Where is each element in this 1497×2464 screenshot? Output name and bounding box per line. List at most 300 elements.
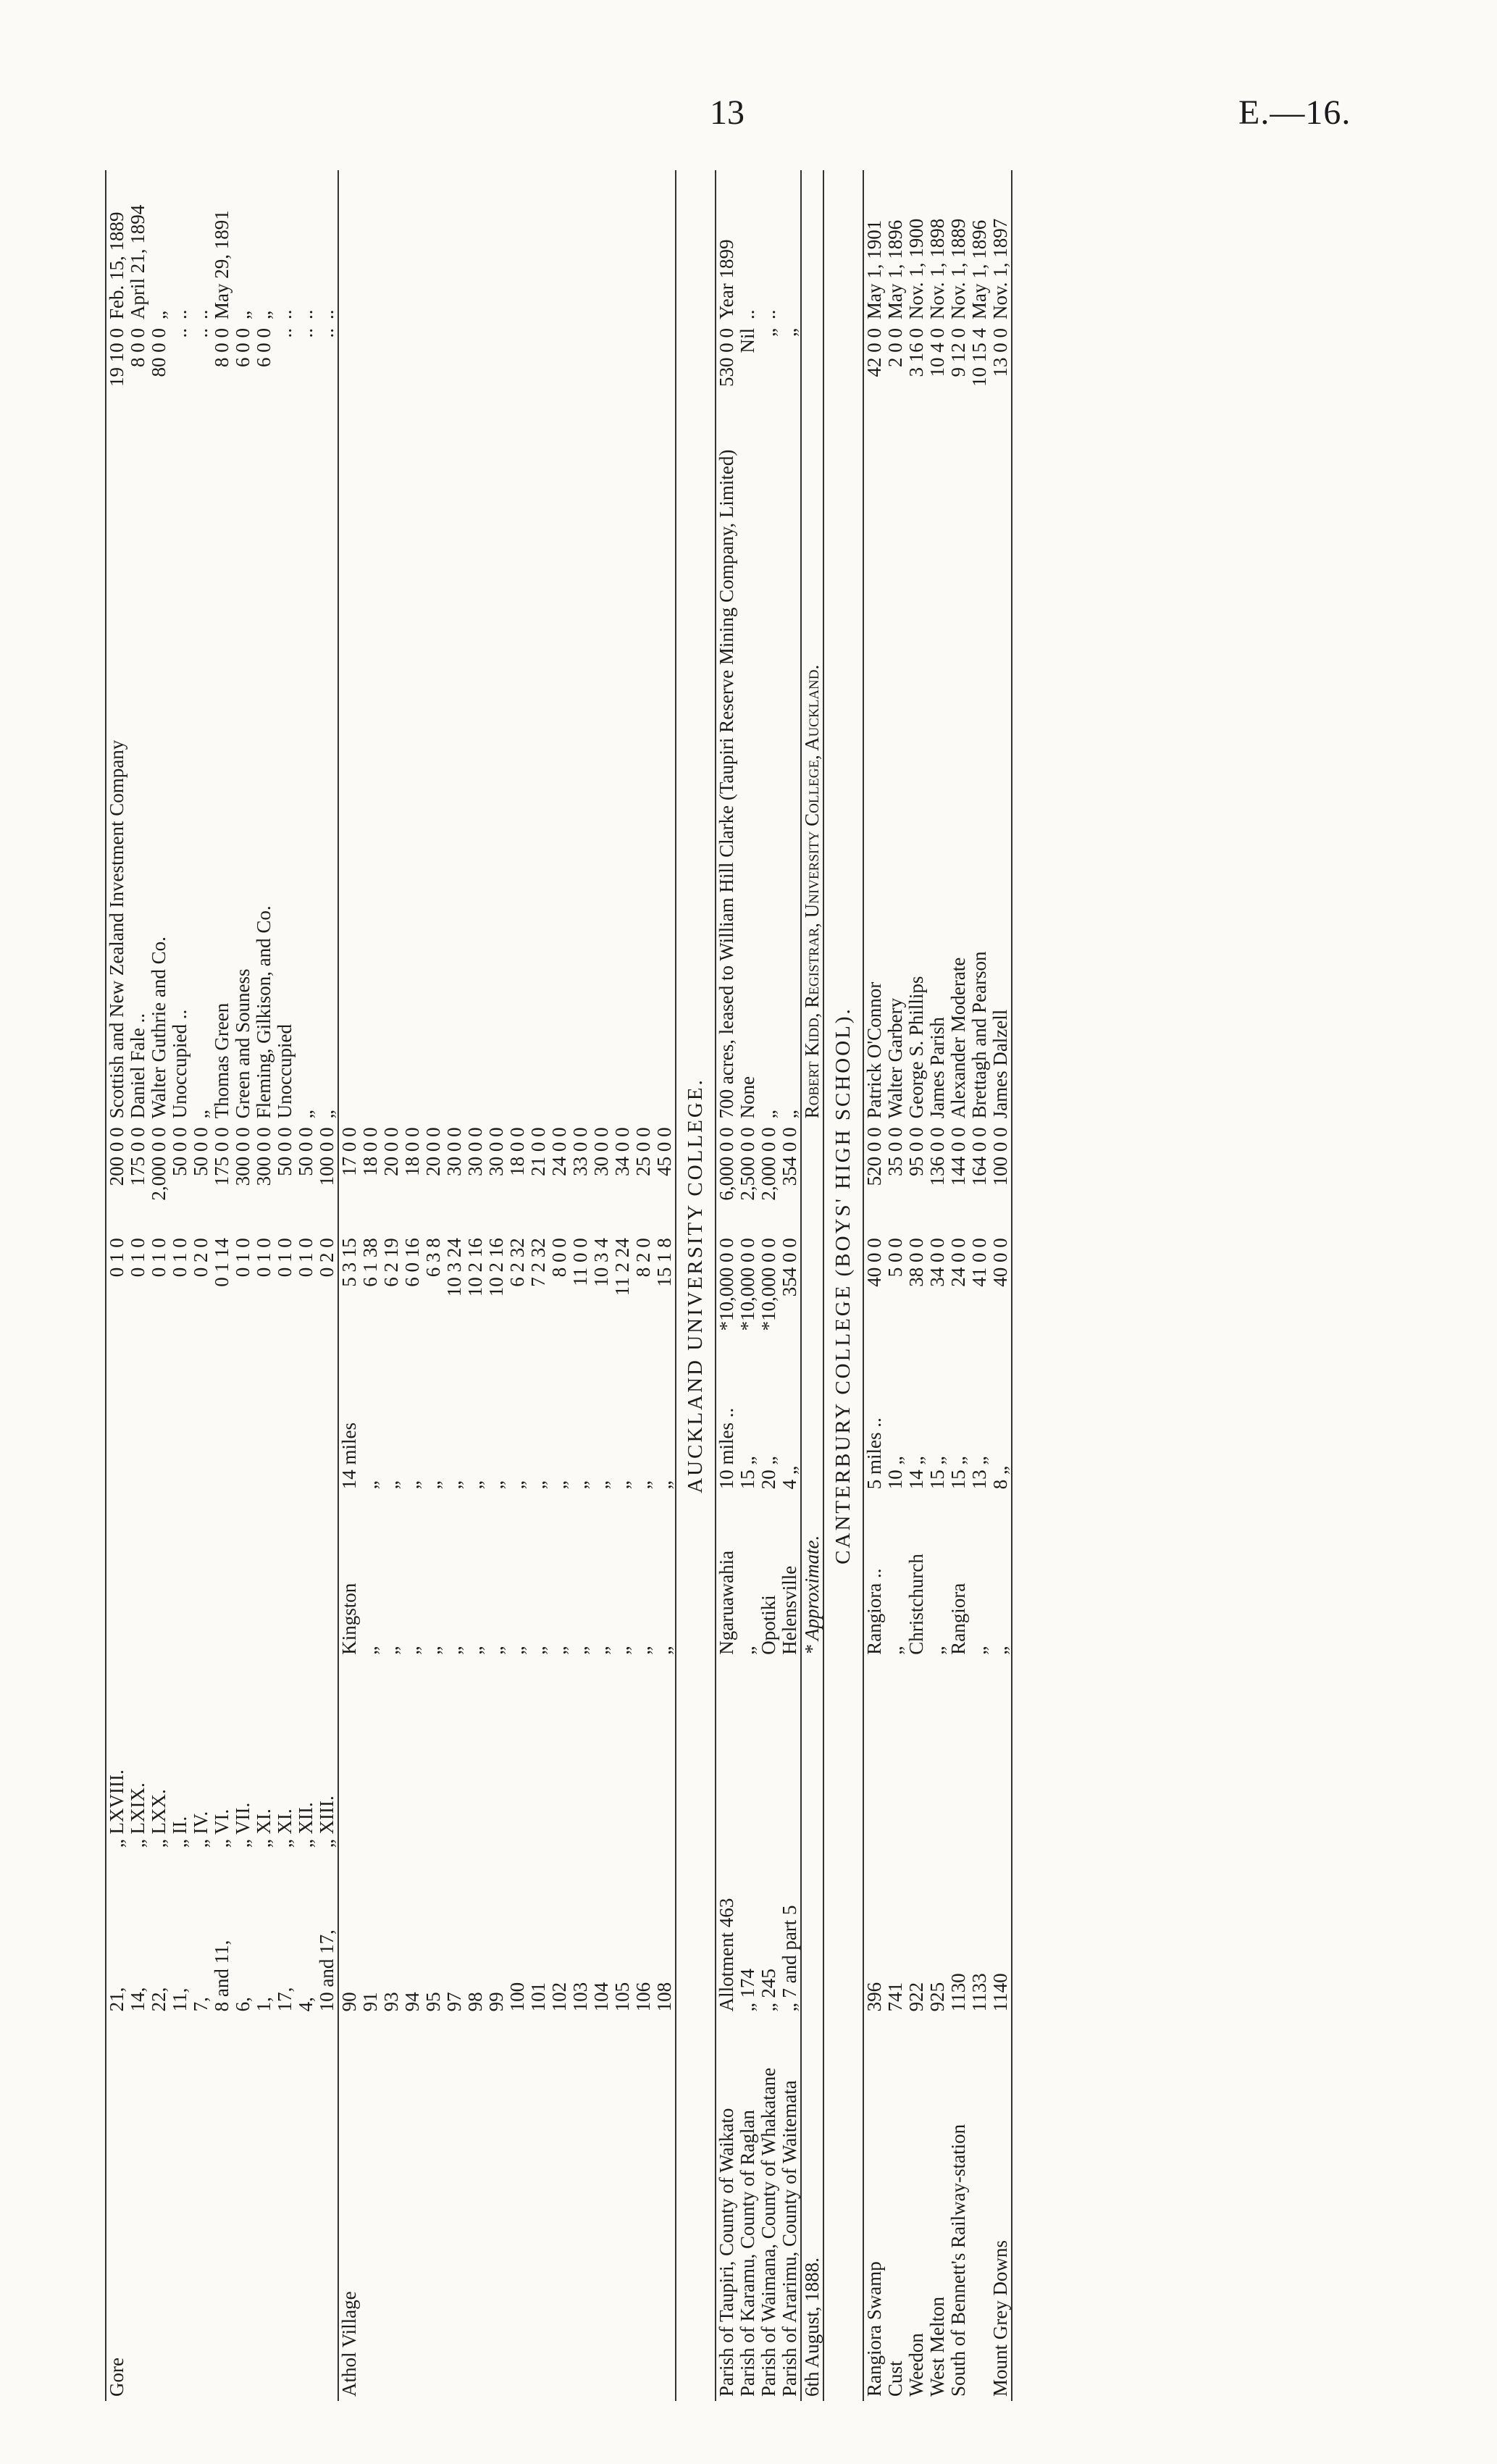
canterbury-section xyxy=(823,170,1012,2401)
cell-distance: „ xyxy=(548,1480,570,1490)
cell-town: Kingston xyxy=(338,1493,360,1659)
cell-parish: South of Bennett's Railway-station xyxy=(947,2124,969,2397)
cell-occupier: Thomas Green xyxy=(211,1002,232,1119)
cell-section: 6, xyxy=(232,1997,253,2012)
cell-parish xyxy=(549,2016,570,2401)
cell-area: 38 0 0 xyxy=(905,1238,927,1287)
cell-expiry: „ xyxy=(232,311,253,319)
cell-area: 0 2 0 xyxy=(316,1238,337,1278)
cell-section: 99 xyxy=(485,1992,507,2012)
cell-parish xyxy=(423,2016,444,2401)
cell-section: „ 245 xyxy=(758,1969,779,2012)
cell-expiry: .. xyxy=(295,309,316,319)
table-row xyxy=(338,170,360,2401)
cell-occupier xyxy=(591,445,612,1123)
cell-town: „ xyxy=(569,1646,591,1655)
cell-block: „ IV. xyxy=(190,1811,211,1848)
athol-section xyxy=(338,170,676,2401)
cell-value: 50 0 0 xyxy=(190,1127,211,1176)
cell-section: 91 xyxy=(359,1992,381,2012)
table-row xyxy=(612,170,633,2401)
table-row xyxy=(316,170,338,2401)
cell-section: 105 xyxy=(611,1982,633,2012)
cell-expiry: Nov. 1, 1900 xyxy=(905,218,927,319)
cell-value: 144 0 0 xyxy=(947,1127,969,1186)
cell-parish xyxy=(360,2016,381,2401)
cell-distance: „ xyxy=(443,1480,465,1490)
cell-section: 1130 xyxy=(947,1973,969,2012)
cell-rent xyxy=(612,324,633,445)
cell-rent xyxy=(507,324,528,445)
cell-value: 2,500 0 0 xyxy=(737,1127,758,1201)
cell-area: 40 0 0 xyxy=(990,1233,1012,1370)
cell-value: 30 0 0 xyxy=(485,1127,507,1176)
cell-section: „ 7 and part 5 xyxy=(779,1905,800,2012)
cell-distance xyxy=(169,1370,190,1493)
cell-parish xyxy=(127,2016,148,2401)
cell-occupier xyxy=(507,445,528,1123)
cell-area: 7 2 32 xyxy=(527,1238,549,1287)
table-row xyxy=(402,170,423,2401)
cell-area: 24 0 0 xyxy=(947,1238,969,1287)
table-row xyxy=(528,170,549,2401)
cell-occupier xyxy=(654,445,676,1123)
cell-rent xyxy=(486,324,507,445)
cell-distance xyxy=(274,1370,295,1493)
cell-distance: 15 „ xyxy=(947,1456,969,1490)
cell-rent xyxy=(338,324,360,445)
cell-expiry xyxy=(360,170,381,324)
cell-parish xyxy=(148,2016,169,2401)
cell-town: „ xyxy=(443,1646,465,1655)
cell-town: „ xyxy=(380,1646,402,1655)
cell-occupier: Daniel Fale .. xyxy=(127,1013,148,1119)
cell-area: *10,000 0 0 xyxy=(758,1238,779,1331)
cell-parish: Parish of Taupiri, County of Waikato xyxy=(716,2016,737,2401)
cell-town xyxy=(316,1493,338,1659)
cell-rent: 42 0 0 xyxy=(863,324,885,445)
cell-expiry xyxy=(591,170,612,324)
cell-section: 97 xyxy=(443,1992,465,2012)
cell-rent: 13 0 0 xyxy=(990,324,1012,445)
cell-town xyxy=(169,1493,190,1659)
cell-section: 741 xyxy=(884,1982,906,2012)
cell-section: 103 xyxy=(569,1982,591,2012)
document-code: E.—16. xyxy=(1238,93,1351,132)
cell-occupier xyxy=(360,445,381,1123)
cell-distance xyxy=(316,1370,338,1493)
cell-occupier: Walter Garbery xyxy=(884,997,906,1119)
cell-parish: Parish of Karamu, County of Raglan xyxy=(737,2110,758,2397)
table-row xyxy=(737,170,758,2401)
cell-section: Allotment 463 xyxy=(716,1659,737,2016)
table-row xyxy=(232,170,253,2401)
cell-occupier: Walter Guthrie and Co. xyxy=(148,936,169,1119)
cell-value: 136 0 0 xyxy=(926,1127,948,1186)
table-row xyxy=(295,170,316,2401)
cell-value: 45 0 0 xyxy=(653,1127,675,1176)
cell-rent: .. xyxy=(190,327,211,338)
cell-occupier xyxy=(549,445,570,1123)
cell-expiry xyxy=(612,170,633,324)
cell-distance: 5 miles .. xyxy=(863,1370,885,1493)
cell-value: 50 0 0 xyxy=(169,1127,190,1176)
cell-parish xyxy=(612,2016,633,2401)
cell-town: „ xyxy=(506,1646,528,1655)
footer-note: * Approximate. xyxy=(801,1123,823,1659)
cell-parish xyxy=(402,2016,423,2401)
cell-area: 6 3 8 xyxy=(422,1238,444,1278)
cell-value: 2,000 0 0 xyxy=(148,1127,169,1201)
cell-expiry xyxy=(570,170,591,324)
cell-distance xyxy=(106,1370,127,1493)
cell-value: 6,000 0 0 xyxy=(716,1123,737,1233)
cell-block: „ LXIX. xyxy=(127,1782,148,1848)
table-row xyxy=(360,170,381,2401)
cell-area: 11 2 24 xyxy=(611,1238,633,1296)
table-row xyxy=(444,170,465,2401)
cell-block: „ XIII. xyxy=(316,1795,337,1848)
table-row xyxy=(906,170,927,2401)
cell-expiry: .. xyxy=(737,309,758,319)
cell-section: „ 174 xyxy=(737,1969,758,2012)
cell-rent xyxy=(402,324,423,445)
cell-parish: Cust xyxy=(884,2360,906,2397)
cell-area: 10 3 4 xyxy=(590,1238,612,1287)
cell-town xyxy=(106,1493,127,1659)
cell-rent: 6 0 0 xyxy=(232,327,253,367)
cell-block: „ LXVIII. xyxy=(106,1659,127,1852)
cell-section: 98 xyxy=(464,1992,486,2012)
cell-town: Christchurch xyxy=(905,1554,927,1655)
cell-rent xyxy=(465,324,486,445)
cell-distance xyxy=(190,1370,211,1493)
place-name: Gore xyxy=(106,2016,127,2401)
cell-parish xyxy=(211,2016,232,2401)
cell-rent: Nil xyxy=(737,327,758,353)
cell-section: 8 and 11, xyxy=(211,1940,232,2012)
table-row xyxy=(885,170,906,2401)
cell-town: Helensville xyxy=(779,1565,800,1655)
table-row xyxy=(381,170,402,2401)
cell-expiry xyxy=(528,170,549,324)
cell-area: 8 2 0 xyxy=(632,1238,654,1278)
cell-distance: „ xyxy=(569,1480,591,1490)
cell-value: 300 0 0 xyxy=(232,1127,253,1186)
cell-town: „ xyxy=(464,1646,486,1655)
cell-section: 108 xyxy=(653,1982,675,2012)
cell-value: 300 0 0 xyxy=(253,1127,274,1186)
cell-occupier: Unoccupied .. xyxy=(169,1009,190,1119)
cell-value: 30 0 0 xyxy=(464,1127,486,1176)
cell-value: 100 0 0 xyxy=(990,1123,1012,1233)
cell-distance: „ xyxy=(485,1480,507,1490)
cell-rent: 8 0 0 xyxy=(211,327,232,367)
cell-distance: „ xyxy=(422,1480,444,1490)
cell-rent xyxy=(654,324,676,445)
cell-expiry xyxy=(633,170,654,324)
cell-town: „ xyxy=(401,1646,423,1655)
cell-occupier xyxy=(338,445,360,1123)
cell-rent: 9 12 0 xyxy=(947,327,969,377)
cell-rent xyxy=(633,324,654,445)
cell-expiry xyxy=(465,170,486,324)
cell-value: 33 0 0 xyxy=(569,1127,591,1176)
cell-parish: Parish of Ararimu, County of Waitemata xyxy=(779,2080,800,2397)
cell-distance: „ xyxy=(401,1480,423,1490)
cell-area: 6 0 16 xyxy=(401,1238,423,1287)
cell-value: 18 0 0 xyxy=(401,1127,423,1176)
cell-parish xyxy=(169,2016,190,2401)
cell-parish xyxy=(654,2016,676,2401)
table-row xyxy=(779,170,801,2401)
cell-area: 5 3 15 xyxy=(338,1233,360,1370)
cell-section: 1140 xyxy=(990,1659,1012,2016)
cell-expiry xyxy=(486,170,507,324)
cell-expiry: .. xyxy=(758,309,779,319)
cell-section: 1, xyxy=(253,1997,274,2012)
cell-area: 40 0 0 xyxy=(863,1233,885,1370)
cell-occupier: „ xyxy=(758,1110,779,1119)
cell-occupier: George S. Phillips xyxy=(905,976,927,1119)
cell-parish xyxy=(316,2016,338,2401)
cell-parish xyxy=(253,2016,274,2401)
cell-section: 94 xyxy=(401,1992,423,2012)
cell-parish xyxy=(232,2016,253,2401)
cell-value: 164 0 0 xyxy=(968,1127,990,1186)
cell-value: 18 0 0 xyxy=(359,1127,381,1176)
cell-rent xyxy=(423,324,444,445)
table-row xyxy=(274,170,295,2401)
cell-parish xyxy=(633,2016,654,2401)
cell-section: 21, xyxy=(106,1852,127,2016)
cell-area: *10,000 0 0 xyxy=(737,1238,758,1331)
cell-rent: 3 16 0 xyxy=(905,327,927,377)
cell-occupier: Fleming, Gilkison, and Co. xyxy=(253,905,274,1119)
cell-distance: „ xyxy=(527,1480,549,1490)
cell-value: 200 0 0 xyxy=(106,1123,127,1233)
place-name: Athol Village xyxy=(338,2016,360,2401)
cell-area: *10,000 0 0 xyxy=(716,1233,737,1370)
cell-distance: „ xyxy=(611,1480,633,1490)
cell-occupier: „ xyxy=(190,1110,211,1119)
cell-town: „ xyxy=(968,1646,990,1655)
cell-section: 922 xyxy=(905,1982,927,2012)
cell-distance: „ xyxy=(590,1480,612,1490)
cell-area: 41 0 0 xyxy=(968,1238,990,1287)
cell-section: 102 xyxy=(548,1982,570,2012)
cell-value: 520 0 0 xyxy=(863,1123,885,1233)
auckland-footer xyxy=(801,170,823,2401)
cell-rent: „ xyxy=(779,327,800,337)
cell-distance: 10 „ xyxy=(884,1456,906,1490)
cell-rent: 19 10 0 xyxy=(106,324,127,445)
cell-parish: Rangiora Swamp xyxy=(863,2016,885,2401)
cell-area: 0 1 0 xyxy=(232,1238,253,1278)
cell-occupier: 700 acres, leased to William Hill Clarke (Taupiri Reserve Mining Company, Limited) xyxy=(716,445,737,1123)
cell-parish xyxy=(444,2016,465,2401)
cell-section: 4, xyxy=(295,1997,316,2012)
cell-section: 104 xyxy=(590,1982,612,2012)
cell-town xyxy=(253,1493,274,1659)
table-row xyxy=(190,170,211,2401)
cell-parish xyxy=(591,2016,612,2401)
cell-block: „ VI. xyxy=(211,1809,232,1848)
cell-expiry: Feb. 15, 1889 xyxy=(106,170,127,324)
cell-block: „ II. xyxy=(169,1816,190,1848)
cell-value: 100 0 0 xyxy=(316,1127,337,1186)
cell-value: 95 0 0 xyxy=(905,1127,927,1176)
cell-distance: „ xyxy=(464,1480,486,1490)
cell-occupier: „ xyxy=(316,1110,337,1119)
cell-parish xyxy=(274,2016,295,2401)
cell-town: Opotiki xyxy=(758,1595,779,1655)
table-row xyxy=(863,170,885,2401)
table-row xyxy=(549,170,570,2401)
cell-block: „ XI. xyxy=(274,1809,295,1848)
cell-town: „ xyxy=(527,1646,549,1655)
cell-section: 925 xyxy=(926,1982,948,2012)
cell-distance: 15 „ xyxy=(926,1456,948,1490)
cell-section: 93 xyxy=(380,1992,402,2012)
cell-distance xyxy=(211,1370,232,1493)
auckland-heading-text: AUCKLAND UNIVERSITY COLLEGE. xyxy=(676,170,716,2401)
cell-occupier xyxy=(444,445,465,1123)
cell-occupier: James Dalzell xyxy=(990,445,1012,1123)
cell-expiry: „ xyxy=(253,311,274,319)
cell-area: 0 1 0 xyxy=(127,1238,148,1278)
table-row xyxy=(253,170,274,2401)
cell-rent: 8 0 0 xyxy=(127,327,148,367)
cell-rent xyxy=(381,324,402,445)
cell-section: 1133 xyxy=(968,1973,990,2012)
cell-occupier: Brettagh and Pearson xyxy=(968,951,990,1119)
cell-expiry: May 29, 1891 xyxy=(211,210,232,319)
auckland-section xyxy=(676,170,823,2401)
cell-area: 0 1 0 xyxy=(274,1238,295,1278)
cell-distance: 20 „ xyxy=(758,1456,779,1490)
cell-parish xyxy=(528,2016,549,2401)
cell-parish: West Melton xyxy=(926,2296,948,2397)
cell-parish xyxy=(381,2016,402,2401)
cell-occupier: Green and Souness xyxy=(232,968,253,1119)
cell-distance: 10 miles .. xyxy=(716,1370,737,1493)
cell-town xyxy=(190,1493,211,1659)
cell-value: 20 0 0 xyxy=(422,1127,444,1176)
cell-rent: .. xyxy=(295,327,316,338)
cell-expiry: Year 1899 xyxy=(716,170,737,324)
cell-value: 354 0 0 xyxy=(779,1127,800,1186)
table-row xyxy=(969,170,990,2401)
cell-occupier: Scottish and New Zealand Investment Company xyxy=(106,445,127,1123)
cell-parish: Weedon xyxy=(905,2333,927,2397)
cell-section: 106 xyxy=(632,1982,654,2012)
cell-area: 6 2 19 xyxy=(380,1238,402,1287)
cell-occupier: James Parish xyxy=(926,1017,948,1119)
cell-distance: „ xyxy=(653,1480,675,1490)
cell-parish xyxy=(969,2016,990,2401)
table-row xyxy=(570,170,591,2401)
cell-expiry: .. xyxy=(169,309,190,319)
table-row xyxy=(211,170,232,2401)
table-row xyxy=(633,170,654,2401)
cell-value: 50 0 0 xyxy=(274,1127,295,1176)
cell-rent: 2 0 0 xyxy=(884,327,906,367)
cell-rent xyxy=(549,324,570,445)
cell-distance: „ xyxy=(632,1480,654,1490)
cell-rent: 10 15 4 xyxy=(968,327,990,387)
cell-town xyxy=(211,1493,232,1659)
cell-occupier: Patrick O'Connor xyxy=(863,445,885,1123)
cell-town: „ xyxy=(590,1646,612,1655)
page-number: 13 xyxy=(710,93,745,132)
cell-rent: 6 0 0 xyxy=(253,327,274,367)
cell-occupier xyxy=(486,445,507,1123)
cell-town: „ xyxy=(737,1646,758,1655)
cell-expiry: May 1, 1896 xyxy=(884,219,906,319)
cell-occupier xyxy=(570,445,591,1123)
cell-distance: 14 „ xyxy=(905,1456,927,1490)
cell-expiry: May 1, 1896 xyxy=(968,219,990,319)
cell-distance: „ xyxy=(380,1480,402,1490)
cell-rent xyxy=(591,324,612,445)
cell-section: 7, xyxy=(190,1997,211,2012)
cell-occupier: „ xyxy=(295,1110,316,1119)
cell-area: 34 0 0 xyxy=(926,1238,948,1287)
cell-parish: Parish of Waimana, County of Whakatane xyxy=(758,2067,779,2397)
cell-town: „ xyxy=(632,1646,654,1655)
cell-occupier xyxy=(612,445,633,1123)
cell-value: 24 0 0 xyxy=(548,1127,570,1176)
cell-parish xyxy=(295,2016,316,2401)
cell-expiry: April 21, 1894 xyxy=(127,204,148,319)
cell-distance: 8 „ xyxy=(990,1370,1012,1493)
cell-occupier: Alexander Moderate xyxy=(947,957,969,1119)
cell-rent: .. xyxy=(274,327,295,338)
cell-section: 101 xyxy=(527,1982,549,2012)
cell-expiry: Nov. 1, 1898 xyxy=(926,218,948,319)
cell-rent: 10 4 0 xyxy=(926,327,948,377)
cell-value: 20 0 0 xyxy=(380,1127,402,1176)
cell-section: 396 xyxy=(863,1659,885,2016)
table-row xyxy=(127,170,148,2401)
cell-area: 6 1 38 xyxy=(359,1238,381,1287)
cell-distance: 4 „ xyxy=(779,1466,800,1490)
cell-expiry xyxy=(423,170,444,324)
cell-town: „ xyxy=(611,1646,633,1655)
cell-distance: 13 „ xyxy=(968,1456,990,1490)
cell-distance xyxy=(232,1370,253,1493)
cell-occupier xyxy=(423,445,444,1123)
table-row xyxy=(654,170,676,2401)
reserves-table xyxy=(105,170,1012,2401)
cell-rent xyxy=(528,324,549,445)
cell-town: „ xyxy=(422,1646,444,1655)
cell-town: „ xyxy=(548,1646,570,1655)
cell-value: 35 0 0 xyxy=(884,1127,906,1176)
cell-area: 0 2 0 xyxy=(190,1238,211,1278)
cell-area: 8 0 0 xyxy=(548,1238,570,1278)
cell-section: 10 and 17, xyxy=(316,1929,337,2012)
cell-rent: .. xyxy=(316,327,337,338)
cell-expiry xyxy=(381,170,402,324)
cell-rent xyxy=(360,324,381,445)
cell-distance: „ xyxy=(506,1480,528,1490)
cell-value: 175 0 0 xyxy=(127,1127,148,1186)
footer-signature: Robert Kidd, Registrar, University College, Auckland. xyxy=(801,170,823,1123)
cell-distance xyxy=(127,1370,148,1493)
cell-expiry: .. xyxy=(316,309,337,319)
